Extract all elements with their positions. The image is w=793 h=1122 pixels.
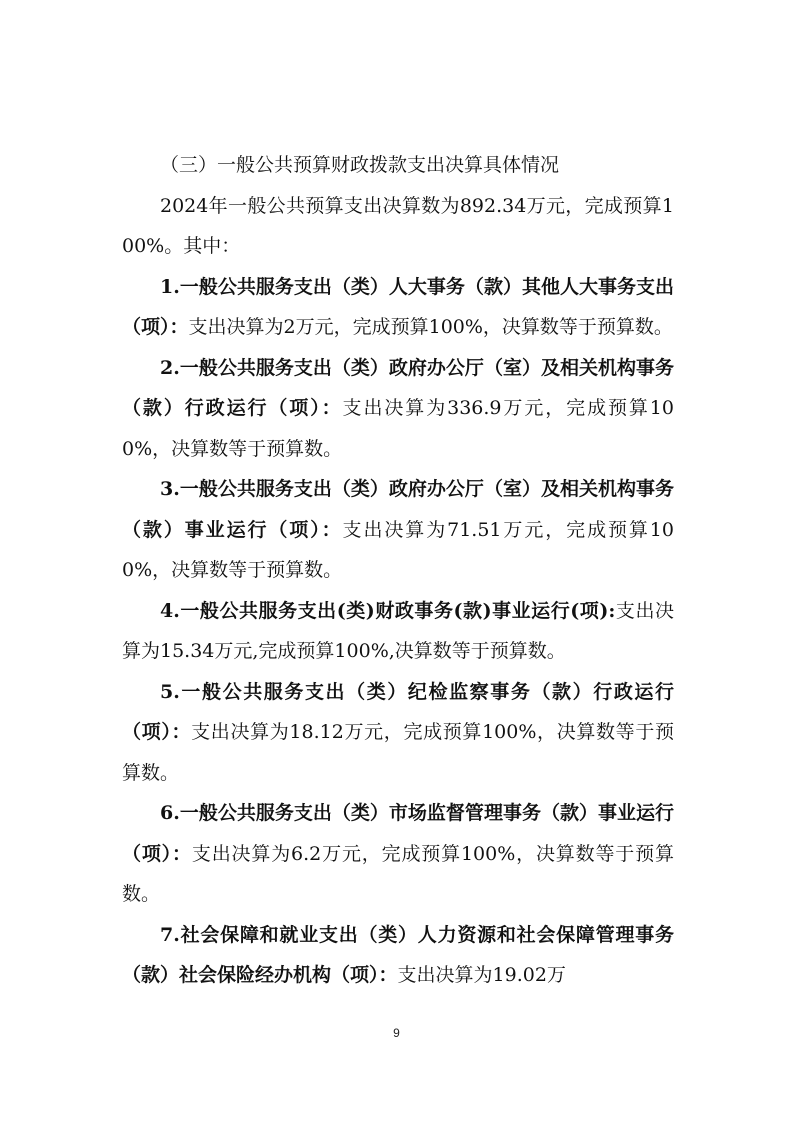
- item-title-4: 4.一般公共服务支出(类)财政事务(款)事业运行(项):: [160, 599, 616, 622]
- item-body-1: 支出决算为2万元，完成预算100%，决算数等于预算数。: [188, 316, 673, 338]
- item-title-7: 7.社会保障和就业支出（类）人力资源和社会保障管理事务（款）社会保险经办机构（项）：: [122, 923, 674, 986]
- item-paragraph-6: [122, 793, 674, 915]
- item-title-5: 5.一般公共服务支出（类）纪检监察事务（款）行政运行（项）：: [122, 680, 674, 743]
- item-paragraph-5: [122, 672, 674, 794]
- item-paragraph-1: [122, 267, 674, 348]
- item-body-7: 支出决算为19.02万: [397, 964, 566, 986]
- item-paragraph-7: [122, 915, 674, 996]
- item-title-3: 3.一般公共服务支出（类）政府办公厅（室）及相关机构事务（款）事业运行（项）：: [122, 478, 674, 541]
- item-body-2: 支出决算为336.9万元，完成预算100%，决算数等于预算数。: [122, 397, 674, 460]
- intro-paragraph: 2024年一般公共预算支出决算数为892.34万元，完成预算100%。其中：: [122, 194, 674, 257]
- item-body-6: 支出决算为6.2万元，完成预算100%，决算数等于预算数。: [122, 842, 674, 905]
- item-body-3: 支出决算为71.51万元，完成预算100%，决算数等于预算数。: [122, 518, 674, 581]
- section-heading: （三）一般公共预算财政拨款支出决算具体情况: [160, 154, 560, 176]
- item-paragraph-4: [122, 591, 674, 672]
- item-title-6: 6.一般公共服务支出（类）市场监督管理事务（款）事业运行（项）：: [122, 802, 674, 865]
- document-body: [122, 145, 674, 996]
- item-paragraph-2: [122, 348, 674, 470]
- item-body-5: 支出决算为18.12万元，完成预算100%，决算数等于预算数。: [122, 721, 674, 784]
- item-body-4: 支出决算为15.34万元,完成预算100%,决算数等于预算数。: [122, 599, 674, 662]
- item-paragraph-3: [122, 469, 674, 591]
- item-title-2: 2.一般公共服务支出（类）政府办公厅（室）及相关机构事务（款）行政运行（项）：: [122, 356, 674, 419]
- item-title-1: 1.一般公共服务支出（类）人大事务（款）其他人大事务支出（项）：: [122, 275, 674, 338]
- page-number: 9: [393, 1026, 400, 1040]
